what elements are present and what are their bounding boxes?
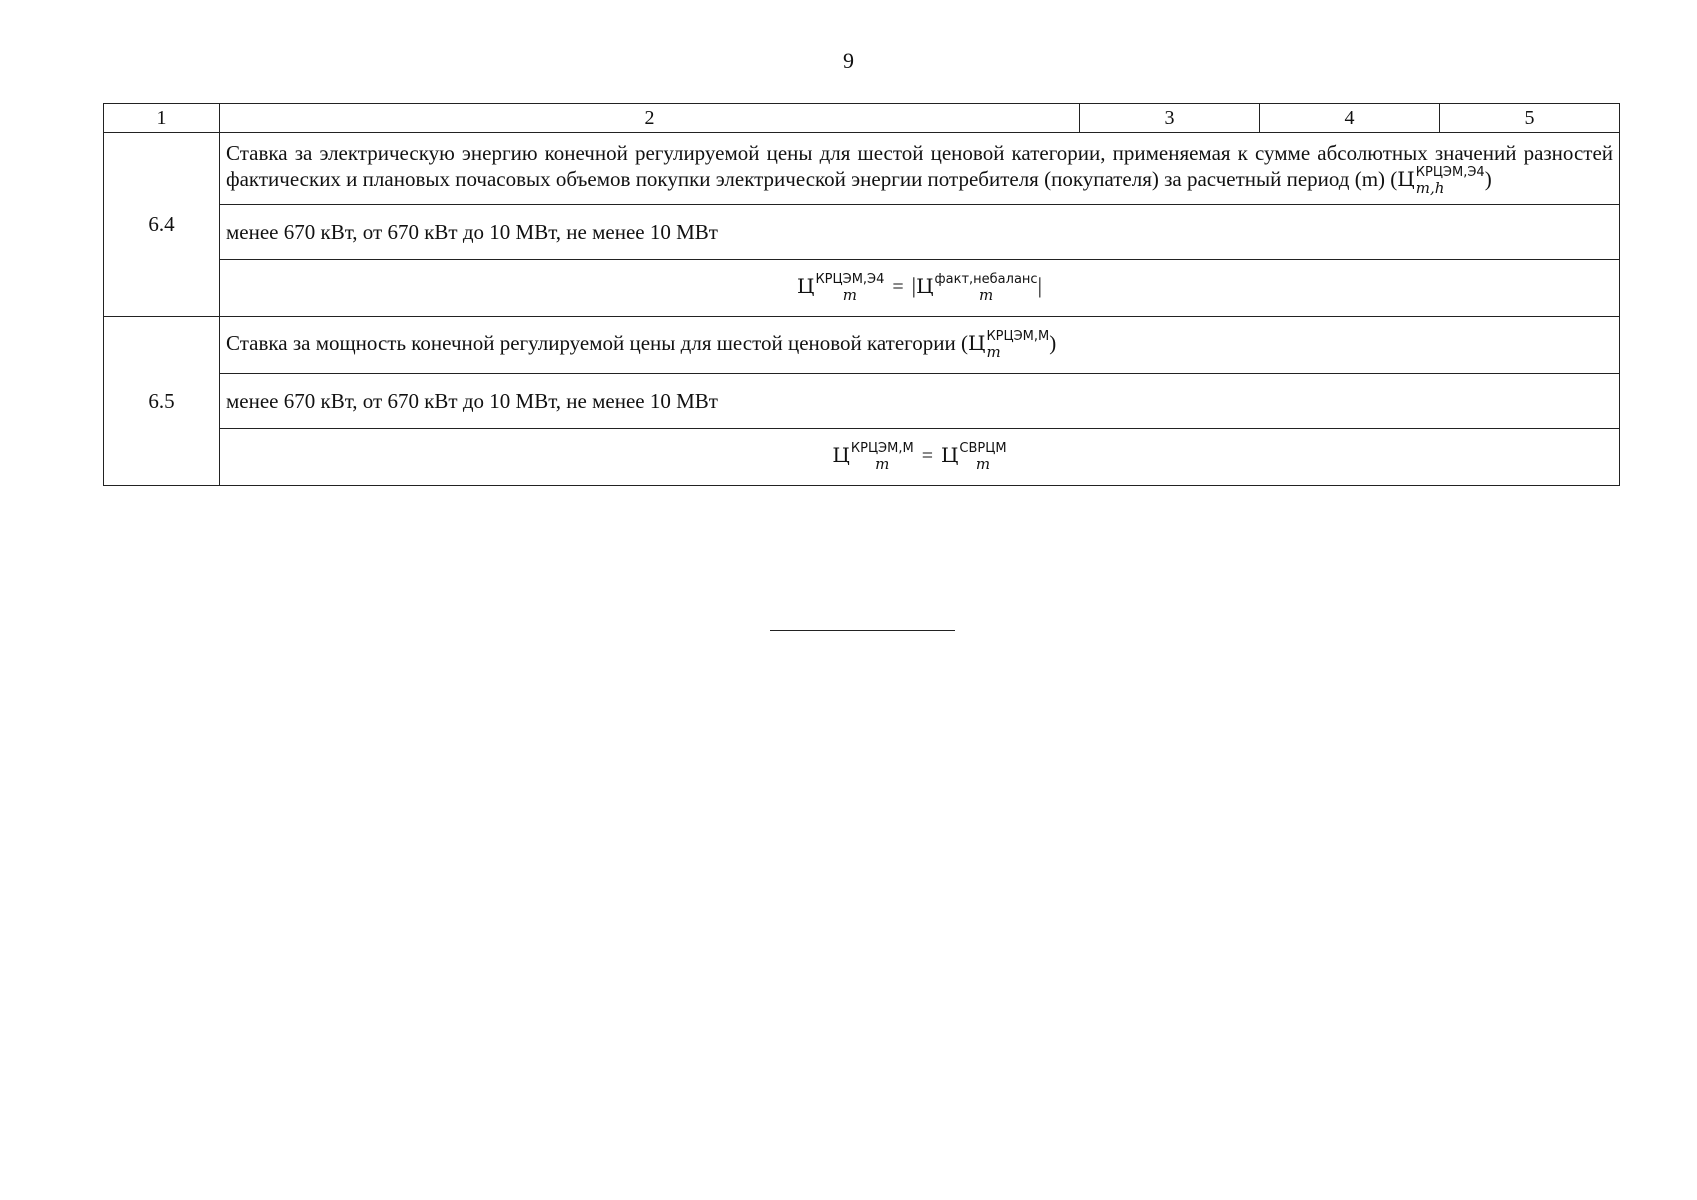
table-header-row — [104, 104, 1620, 133]
symbol-indices — [986, 330, 1049, 360]
formula-lhs-superscript: КРЦЭМ,М — [850, 441, 914, 456]
formula-equals: = — [921, 444, 933, 467]
description-text: Ставка за электрическую энергию конечной регулируемой цены для шестой ценовой категории, применяемая к сумме абсолютных значений разностей фактических и плановых почасовых объемов покупки электрической энергии потребителя (покупателя) за расчетный период (m) ( — [226, 141, 1613, 191]
tariff-symbol: Ц — [967, 330, 986, 355]
formula-rhs-superscript: СВРЦМ — [959, 441, 1007, 456]
formula-rhs-indices — [935, 273, 1038, 303]
header-col-5: 5 — [1440, 104, 1620, 133]
formula-abs-open: | — [911, 272, 917, 298]
row-description-6-4 — [220, 133, 1620, 205]
table-row — [104, 205, 1620, 260]
formula-rhs-superscript: факт,небаланс — [934, 272, 1038, 288]
row-number-6-4: 6.4 — [104, 133, 220, 317]
table-row — [104, 374, 1620, 429]
header-col-1: 1 — [104, 104, 220, 133]
description-text: Ставка за мощность конечной регулируемой цены для шестой ценовой категории ( — [226, 330, 968, 355]
closing-paren: ) — [1049, 330, 1057, 355]
table-row — [104, 429, 1620, 486]
formula-abs-close: | — [1037, 272, 1042, 298]
symbol-indices — [1416, 166, 1485, 196]
formula-rhs-symbol: Ц — [940, 442, 959, 467]
page-number: 9 — [843, 48, 854, 73]
symbol-superscript: КРЦЭМ,М — [986, 329, 1050, 344]
formula-lhs-subscript: m — [875, 455, 890, 473]
formula-rhs-symbol: Ц — [916, 273, 934, 298]
formula-lhs-symbol: Ц — [832, 442, 850, 467]
formula-lhs-indices — [815, 273, 884, 303]
header-col-3: 3 — [1080, 104, 1260, 133]
formula-equals: = — [892, 275, 904, 298]
table-row — [104, 133, 1620, 205]
header-col-4: 4 — [1260, 104, 1440, 133]
formula-6-4 — [220, 260, 1620, 317]
formula-lhs-superscript: КРЦЭМ,Э4 — [815, 272, 885, 288]
row-description-6-5 — [220, 317, 1620, 374]
end-divider-line — [770, 630, 955, 631]
formula-rhs-subscript: m — [975, 455, 991, 473]
formula-rhs-indices — [959, 442, 1006, 472]
tariff-table — [103, 103, 1620, 486]
formula-rhs-subscript: m — [978, 286, 994, 305]
row-number-6-5: 6.5 — [104, 317, 220, 486]
power-ranges-6-5: менее 670 кВт, от 670 кВт до 10 МВт, не менее 10 МВт — [220, 374, 1620, 429]
symbol-superscript: КРЦЭМ,Э4 — [1415, 165, 1485, 180]
formula-6-5 — [220, 429, 1620, 486]
header-col-2: 2 — [220, 104, 1080, 133]
formula-lhs-subscript: m — [842, 286, 858, 305]
symbol-subscript: m — [986, 343, 1001, 361]
tariff-symbol: Ц — [1397, 166, 1415, 191]
closing-paren: ) — [1484, 166, 1492, 191]
formula-lhs-indices — [851, 442, 914, 472]
power-ranges-6-4: менее 670 кВт, от 670 кВт до 10 МВт, не менее 10 МВт — [220, 205, 1620, 260]
table-row — [104, 317, 1620, 374]
table-row — [104, 260, 1620, 317]
formula-lhs-symbol: Ц — [797, 273, 815, 298]
symbol-subscript: m,h — [1415, 179, 1445, 197]
